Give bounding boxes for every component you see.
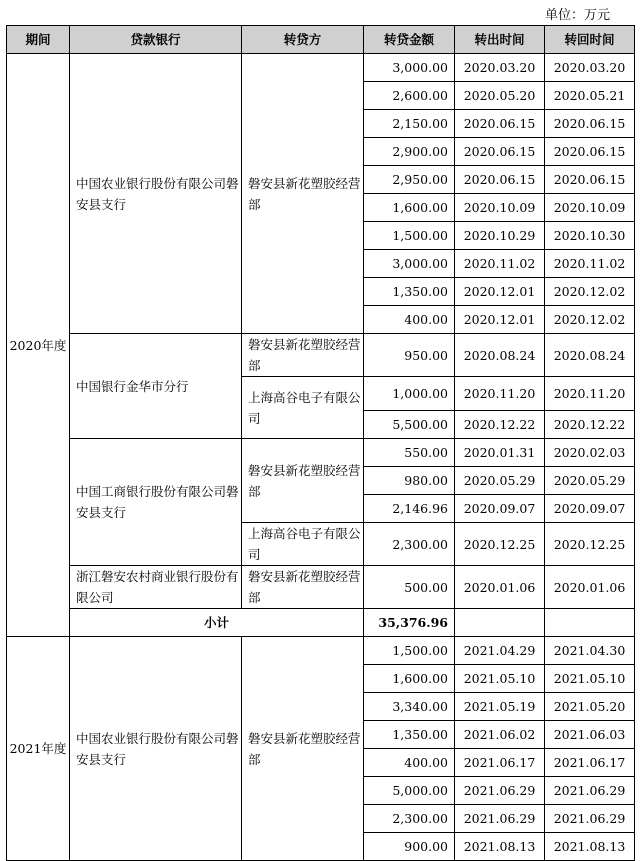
back-date-cell: 2020.06.15 [545,166,635,194]
back-date-cell: 2021.04.30 [545,637,635,665]
out-date-cell: 2021.06.29 [455,777,545,805]
out-date-cell: 2021.08.13 [455,833,545,861]
back-date-cell: 2020.10.09 [545,194,635,222]
back-date-cell: 2020.12.02 [545,306,635,334]
out-date-cell: 2020.01.06 [455,566,545,609]
lender-cell: 磐安县新花塑胶经营部 [242,439,364,523]
lender-cell: 磐安县新花塑胶经营部 [242,334,364,377]
lender-cell: 磐安县新花塑胶经营部 [242,54,364,334]
back-date-cell: 2020.03.20 [545,54,635,82]
amount-cell: 3,000.00 [364,250,455,278]
out-date-cell: 2021.06.29 [455,805,545,833]
back-date-cell: 2021.05.10 [545,665,635,693]
table-row [7,334,635,377]
amount-cell: 5,000.00 [364,777,455,805]
amount-cell: 3,000.00 [364,54,455,82]
back-date-cell: 2021.06.17 [545,749,635,777]
back-date-cell: 2021.08.13 [545,833,635,861]
out-date-cell: 2021.06.02 [455,721,545,749]
amount-cell: 2,300.00 [364,523,455,566]
out-date-cell: 2020.12.01 [455,278,545,306]
amount-cell: 400.00 [364,306,455,334]
back-date-cell: 2020.11.02 [545,250,635,278]
out-date-cell: 2020.12.22 [455,411,545,439]
out-date-cell: 2020.10.09 [455,194,545,222]
out-date-cell: 2020.10.29 [455,222,545,250]
amount-cell: 900.00 [364,833,455,861]
back-date-cell: 2021.06.29 [545,777,635,805]
back-date-cell: 2020.12.22 [545,411,635,439]
back-date-cell: 2020.12.25 [545,523,635,566]
header-bank: 贷款银行 [70,26,242,54]
out-date-cell: 2020.01.31 [455,439,545,467]
out-date-cell: 2020.11.20 [455,377,545,411]
out-date-cell: 2020.12.01 [455,306,545,334]
amount-cell: 550.00 [364,439,455,467]
out-date-cell: 2021.05.19 [455,693,545,721]
empty-cell [455,609,545,637]
back-date-cell: 2021.06.03 [545,721,635,749]
bank-cell-abc-2021: 中国农业银行股份有限公司磐安县支行 [70,637,242,861]
out-date-cell: 2020.08.24 [455,334,545,377]
amount-cell: 950.00 [364,334,455,377]
amount-cell: 2,900.00 [364,138,455,166]
unit-label: 单位：万元 [544,8,610,23]
table-row [7,439,635,467]
out-date-cell: 2020.06.15 [455,110,545,138]
amount-cell: 2,146.96 [364,495,455,523]
back-date-cell: 2020.06.15 [545,110,635,138]
bank-cell-boc: 中国银行金华市分行 [70,334,242,439]
amount-cell: 1,500.00 [364,222,455,250]
header-row [7,26,635,54]
lender-cell: 磐安县新花塑胶经营部 [242,637,364,861]
out-date-cell: 2021.05.10 [455,665,545,693]
period-cell-2021: 2021年度 [7,637,70,861]
back-date-cell: 2020.02.03 [545,439,635,467]
amount-cell: 1,500.00 [364,637,455,665]
back-date-cell: 2020.06.15 [545,138,635,166]
back-date-cell: 2020.05.21 [545,82,635,110]
header-back-date: 转回时间 [545,26,635,54]
back-date-cell: 2021.06.29 [545,805,635,833]
header-out-date: 转出时间 [455,26,545,54]
back-date-cell: 2020.08.24 [545,334,635,377]
back-date-cell: 2020.11.20 [545,377,635,411]
out-date-cell: 2021.06.17 [455,749,545,777]
bank-cell-abc: 中国农业银行股份有限公司磐安县支行 [70,54,242,334]
table-row [7,54,635,82]
amount-cell: 1,600.00 [364,665,455,693]
back-date-cell: 2020.01.06 [545,566,635,609]
out-date-cell: 2020.06.15 [455,138,545,166]
lender-cell: 磐安县新花塑胶经营部 [242,566,364,609]
empty-cell [545,609,635,637]
table-row [7,566,635,609]
back-date-cell: 2020.10.30 [545,222,635,250]
amount-cell: 2,600.00 [364,82,455,110]
out-date-cell: 2020.03.20 [455,54,545,82]
out-date-cell: 2020.05.29 [455,467,545,495]
out-date-cell: 2020.09.07 [455,495,545,523]
lender-cell: 上海高谷电子有限公司 [242,377,364,439]
out-date-cell: 2020.11.02 [455,250,545,278]
amount-cell: 1,350.00 [364,721,455,749]
header-amount: 转贷金额 [364,26,455,54]
amount-cell: 2,150.00 [364,110,455,138]
out-date-cell: 2020.12.25 [455,523,545,566]
subtotal-row [7,609,635,637]
back-date-cell: 2020.05.29 [545,467,635,495]
back-date-cell: 2020.12.02 [545,278,635,306]
amount-cell: 1,600.00 [364,194,455,222]
out-date-cell: 2020.05.20 [455,82,545,110]
header-lender: 转贷方 [242,26,364,54]
loan-transfer-table [6,25,635,861]
amount-cell: 2,950.00 [364,166,455,194]
amount-cell: 2,300.00 [364,805,455,833]
table-row [7,637,635,665]
subtotal-label: 小计 [70,609,364,637]
lender-cell: 上海高谷电子有限公司 [242,523,364,566]
amount-cell: 1,000.00 [364,377,455,411]
amount-cell: 3,340.00 [364,693,455,721]
amount-cell: 5,500.00 [364,411,455,439]
bank-cell-icbc: 中国工商银行股份有限公司磐安县支行 [70,439,242,566]
subtotal-amount: 35,376.96 [364,609,455,637]
back-date-cell: 2021.05.20 [545,693,635,721]
amount-cell: 400.00 [364,749,455,777]
amount-cell: 980.00 [364,467,455,495]
header-period: 期间 [7,26,70,54]
out-date-cell: 2021.04.29 [455,637,545,665]
bank-cell-zj: 浙江磐安农村商业银行股份有限公司 [70,566,242,609]
back-date-cell: 2020.09.07 [545,495,635,523]
amount-cell: 1,350.00 [364,278,455,306]
out-date-cell: 2020.06.15 [455,166,545,194]
amount-cell: 500.00 [364,566,455,609]
period-cell-2020: 2020年度 [7,54,70,637]
